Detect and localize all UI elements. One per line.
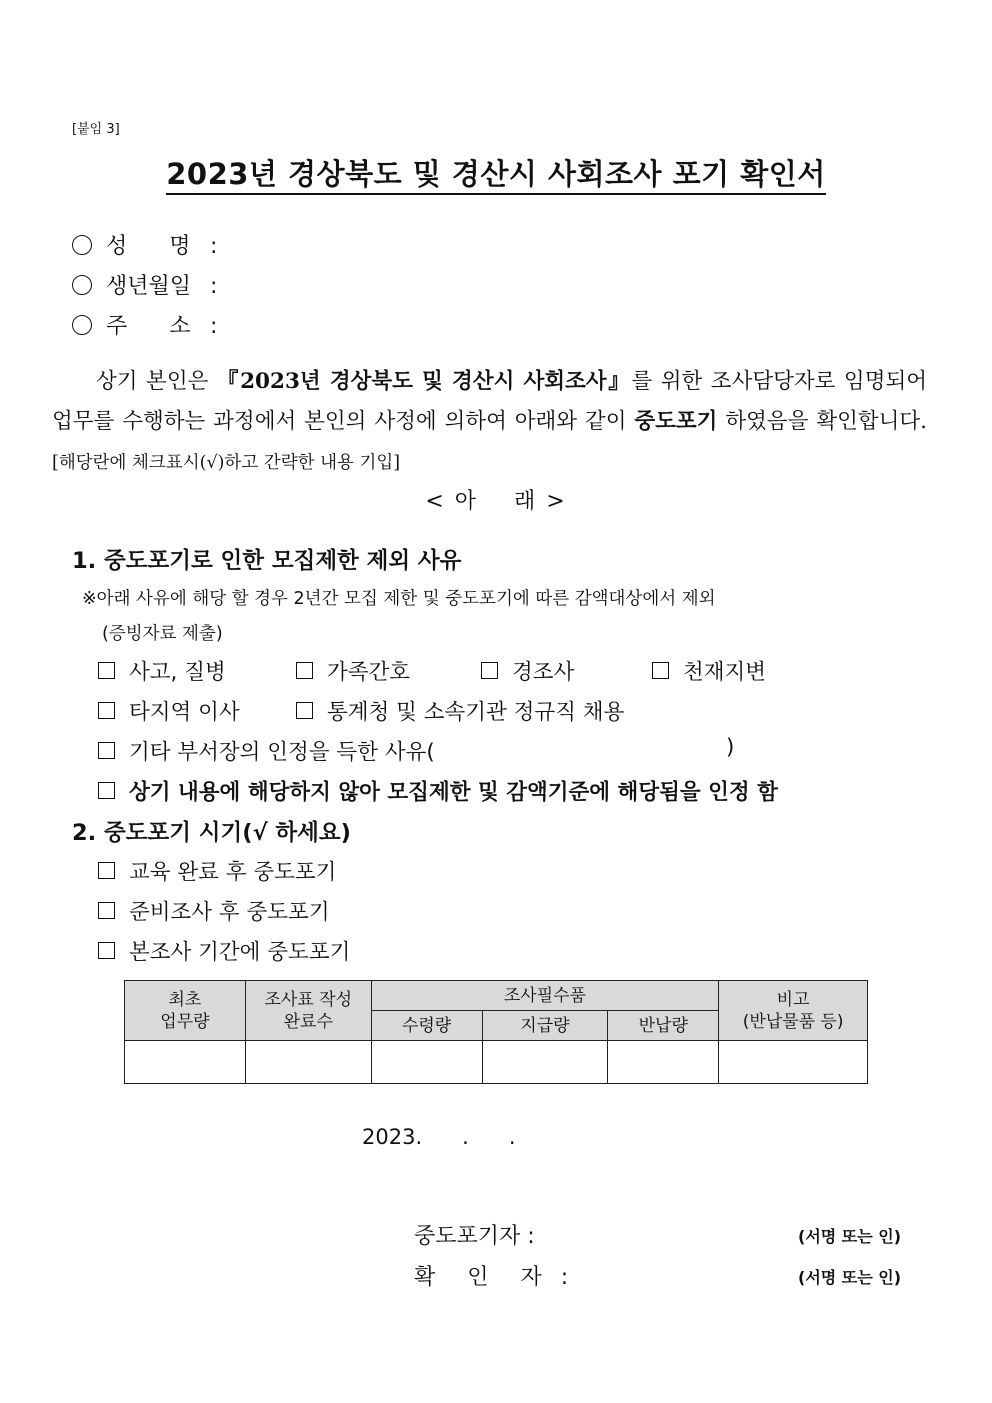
checkbox-icon[interactable] [296,662,313,679]
checkbox-icon[interactable] [98,902,115,919]
confirmer-label: 확 인 자 : [414,1265,575,1290]
field-name: 성 명 : [72,229,217,260]
checkbox-icon[interactable] [98,782,115,799]
option-family-event[interactable]: 경조사 [481,655,574,686]
option-accept-restriction[interactable]: 상기 내용에 해당하지 않아 모집제한 및 감액기준에 해당됨을 인정 함 [98,775,778,806]
header-returned: 반납량 [608,1011,719,1041]
circle-bullet-icon [72,235,92,255]
option-other-close: ) [726,735,735,760]
field-birthdate: 생년월일 : [72,269,217,300]
checkbox-icon[interactable] [98,942,115,959]
header-initial-workload: 최초 업무량 [125,981,246,1041]
cell-completed-count[interactable] [245,1041,371,1084]
checkbox-icon[interactable] [652,662,669,679]
date-line: 2023. . . [362,1125,516,1149]
option-disaster[interactable]: 천재지변 [652,655,766,686]
cell-distributed[interactable] [482,1041,608,1084]
header-remarks: 비고 (반납물품 등) [719,981,868,1041]
option-family-care[interactable]: 가족간호 [296,655,410,686]
circle-bullet-icon [72,275,92,295]
confirmer-sign-note: (서명 또는 인) [798,1268,902,1287]
option-accident[interactable]: 사고, 질병 [98,655,226,686]
circle-bullet-icon [72,315,92,335]
signer-sign-note: (서명 또는 인) [798,1227,902,1246]
checkbox-icon[interactable] [98,742,115,759]
option-other[interactable]: 기타 부서장의 인정을 득한 사유( [98,735,435,766]
option-relocation[interactable]: 타지역 이사 [98,695,240,726]
header-distributed: 지급량 [482,1011,608,1041]
checkbox-icon[interactable] [98,702,115,719]
attachment-label: [붙임 3] [72,122,120,137]
below-heading: < 아 래 > [425,489,567,514]
checkbox-icon[interactable] [98,662,115,679]
section1-note-evidence: (증빙자료 제출) [102,624,223,644]
section2-heading: 2. 중도포기 시기(√ 하세요) [72,820,351,846]
header-required-items: 조사필수품 [371,981,719,1011]
workload-table [124,980,868,1084]
header-completed-count: 조사표 작성 완료수 [245,981,371,1041]
cell-initial-workload[interactable] [125,1041,246,1084]
option-after-prep-survey[interactable]: 준비조사 후 중도포기 [98,895,330,926]
option-after-training[interactable]: 교육 완료 후 중도포기 [98,855,336,886]
table-row [125,1041,868,1084]
option-during-main-survey[interactable]: 본조사 기간에 중도포기 [98,935,350,966]
cell-returned[interactable] [608,1041,719,1084]
field-address: 주 소 : [72,309,217,340]
cell-received[interactable] [371,1041,482,1084]
section1-heading: 1. 중도포기로 인한 모집제한 제외 사유 [72,548,462,574]
checkbox-icon[interactable] [481,662,498,679]
cell-remarks[interactable] [719,1041,868,1084]
signer-label: 중도포기자 : [414,1224,535,1249]
header-received: 수령량 [371,1011,482,1041]
option-employment[interactable]: 통계청 및 소속기관 정규직 채용 [296,695,624,726]
checkbox-icon[interactable] [98,862,115,879]
page-title: 2023년 경상북도 및 경산시 사회조사 포기 확인서 [0,152,992,193]
statement-paragraph: 상기 본인은 『2023년 경상북도 및 경산시 사회조사』를 위한 조사담당자로 임명되어 업무를 수행하는 과정에서 본인의 사정에 의하여 아래와 같이 중도포기 하였음을 확인합니다. [해당란에 체크표시(√)하고 간략한 내용 기입] [52,369,928,473]
section1-note: ※아래 사유에 해당 할 경우 2년간 모집 제한 및 중도포기에 따른 감액대상에서 제외 [82,589,716,609]
checkbox-icon[interactable] [296,702,313,719]
